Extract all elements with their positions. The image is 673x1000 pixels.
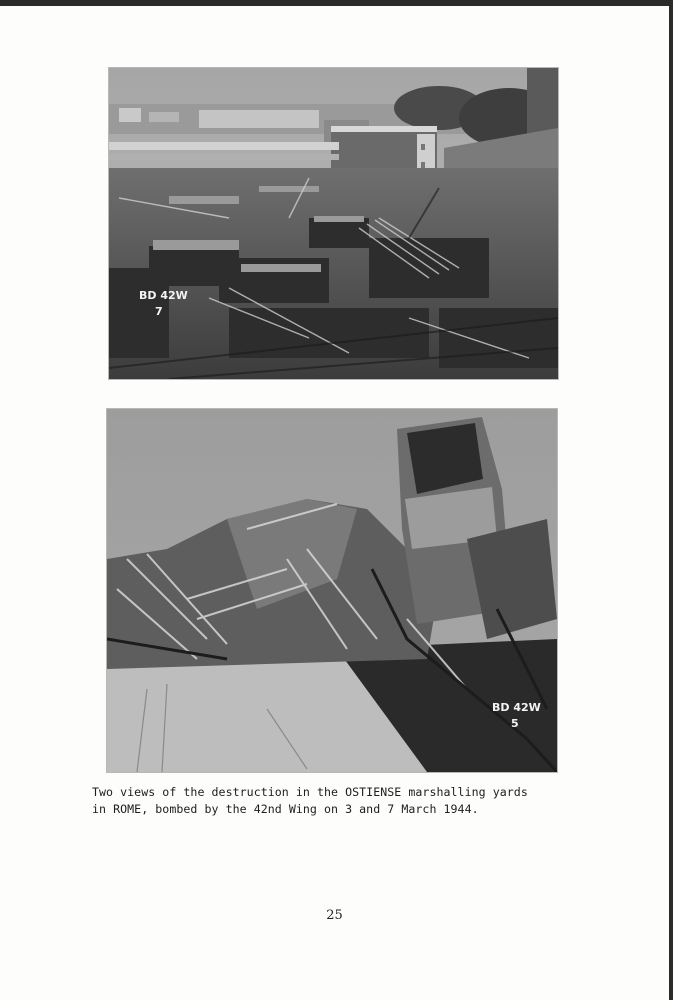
document-page (0, 6, 669, 1000)
photo-top-stamp-line-2: 7 (155, 305, 163, 318)
photo-caption (92, 784, 612, 818)
photo-wrecked-locomotive (107, 409, 557, 772)
caption-line-1: Two views of the destruction in the OSTIENSE marshalling yards (92, 785, 528, 799)
photo-top-image (109, 68, 558, 379)
caption-line-2: in ROME, bombed by the 42nd Wing on 3 and 7 March 1944. (92, 802, 479, 816)
photo-bottom-stamp-line-2: 5 (511, 717, 519, 730)
photo-top-stamp-line-1: BD 42W (139, 289, 188, 302)
photo-marshalling-yard-wide (109, 68, 558, 379)
photo-bottom-stamp-line-1: BD 42W (492, 701, 541, 714)
page-number: 25 (326, 908, 343, 923)
photo-bottom-image (107, 409, 557, 772)
